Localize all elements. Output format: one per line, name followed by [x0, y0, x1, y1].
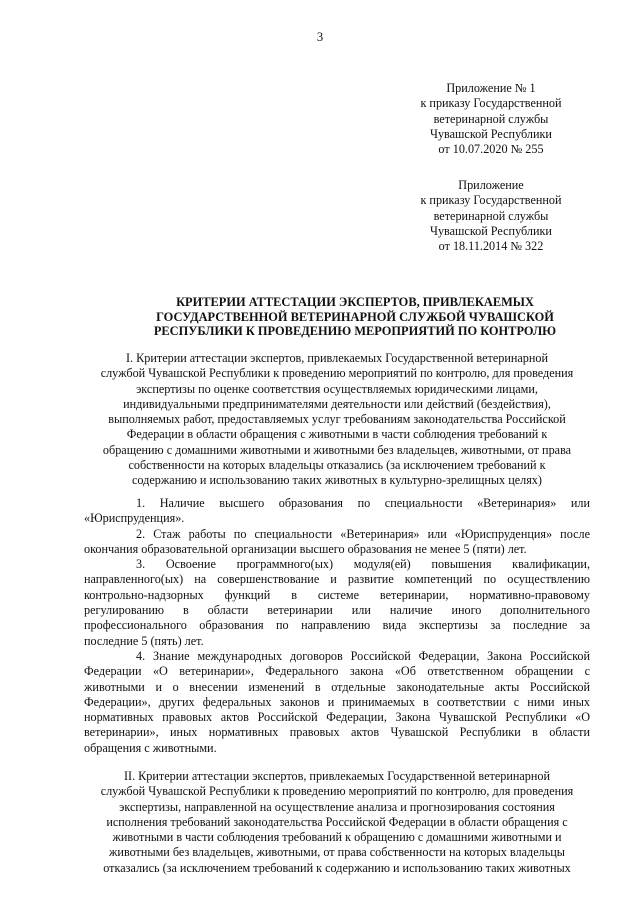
annex-line: Чувашской Республики	[430, 126, 552, 141]
annex-1-header	[396, 81, 586, 157]
paragraph-line: ветеринарии», иных нормативных правовых актов Чувашской Республики в области	[84, 725, 590, 740]
paragraph-line: контрольно-надзорных функций в системе ветеринарии, нормативно-правовому	[84, 587, 590, 602]
paragraph-line: животными и о внесении изменений в отдельные законодательные акты Российской	[84, 679, 590, 694]
title-line: РЕСПУБЛИКИ К ПРОВЕДЕНИЮ МЕРОПРИЯТИЙ ПО КОНТРОЛЮ	[153, 324, 557, 338]
section-line: содержанию и использованию таких животных в культурно-зрелищных целях)	[132, 473, 542, 488]
paragraph-line: окончания образовательной организации высшего образования не менее 5 (пяти) лет.	[84, 541, 527, 556]
criterion-2	[84, 527, 590, 558]
section-line: отказались (за исключением требований к содержанию и использованию таких животных	[103, 860, 571, 875]
annex-2-header	[396, 178, 586, 254]
paragraph-line: регулированию в области ветеринарии или наличие иного дополнительного	[84, 603, 590, 618]
paragraph-line: последние 5 (пять) лет.	[84, 633, 204, 648]
section-line: службой Чувашской Республики к проведению мероприятий по контролю, для проведения	[100, 366, 574, 381]
paragraph-line: 3. Освоение программного(ых) модуля(ей) повышения квалификации,	[136, 557, 590, 572]
criterion-4	[84, 649, 590, 756]
annex-line: ветеринарной службы	[433, 111, 549, 126]
annex-line: от 18.11.2014 № 322	[438, 239, 544, 254]
annex-line: к приказу Государственной	[420, 96, 562, 111]
section-line: экспертизы по оценке соответствия осуществляемых юридическими лицами,	[136, 381, 538, 396]
section-1-heading	[84, 351, 590, 489]
section-line: службой Чувашской Республики к проведению мероприятий по контролю, для проведения	[100, 784, 574, 799]
section-line: животными в части соблюдения требований к обращению с домашними животными и	[112, 830, 562, 845]
criterion-1	[84, 496, 590, 527]
page-number: 3	[316, 30, 324, 44]
section-line: выполняемых работ, предоставляемых услуг требованиям законодательства Российской	[108, 412, 566, 427]
criteria-list	[84, 496, 590, 756]
section-line: животными без владельцев, животными, от права собственности на которых владельцы	[109, 845, 565, 860]
paragraph-line: Федерации», других федеральных законов и принимаемых в соответствии с ними иных	[84, 694, 590, 709]
annex-line: к приказу Государственной	[420, 193, 562, 208]
section-line: Федерации в области обращения с животными в части соблюдения требований к	[126, 427, 548, 442]
section-line: I. Критерии аттестации экспертов, привлекаемых Государственной ветеринарной	[125, 351, 549, 365]
section-2-heading	[84, 769, 590, 876]
criterion-3	[84, 557, 590, 649]
section-line: исполнения требований законодательства Российской Федерации в области обращения с	[106, 814, 568, 829]
document-title	[120, 295, 590, 339]
paragraph-line: 2. Стаж работы по специальности «Ветеринария» или «Юриспруденция» после	[136, 526, 590, 541]
annex-line: от 10.07.2020 № 255	[438, 142, 544, 157]
paragraph-line: обращения с животными.	[84, 740, 217, 755]
annex-line: Чувашской Республики	[430, 223, 552, 238]
section-line: II. Критерии аттестации экспертов, привлекаемых Государственной ветеринарной	[123, 769, 551, 783]
paragraph-line: «Юриспруденция».	[84, 511, 185, 526]
section-line: индивидуальными предпринимателями деятельности или действий (бездействия),	[123, 396, 551, 411]
paragraph-line: 1. Наличие высшего образования по специальности «Ветеринария» или	[136, 496, 590, 510]
section-line: собственности на которых владельцы отказались (за исключением требований к	[128, 458, 546, 473]
paragraph-line: профессионального образования по направлению вида экспертизы за последние за	[84, 618, 590, 633]
paragraph-line: 4. Знание международных договоров Российской Федерации, Закона Российской	[136, 648, 590, 663]
section-line: обращению с домашними животными и животными без владельцев, животными, от права	[102, 442, 572, 457]
paragraph-line: нормативных правовых актов Российской Федерации, Закона Чувашской Республики «О	[84, 710, 590, 725]
title-line: КРИТЕРИИ АТТЕСТАЦИИ ЭКСПЕРТОВ, ПРИВЛЕКАЕМЫХ	[176, 295, 534, 309]
annex-line: Приложение № 1	[446, 81, 536, 95]
title-line: ГОСУДАРСТВЕННОЙ ВЕТЕРИНАРНОЙ СЛУЖБОЙ ЧУВАШСКОЙ	[156, 309, 554, 324]
annex-line: ветеринарной службы	[433, 208, 549, 223]
paragraph-line: направленного(ых) на совершенствование и развитие компетенций по осуществлению	[84, 572, 590, 587]
annex-line: Приложение	[458, 178, 524, 192]
paragraph-line: Федерации «О ветеринарии», Федерального закона «Об ответственном обращении с	[84, 664, 590, 679]
section-line: экспертизы, направленной на осуществление анализа и прогнозирования состояния	[119, 799, 555, 814]
